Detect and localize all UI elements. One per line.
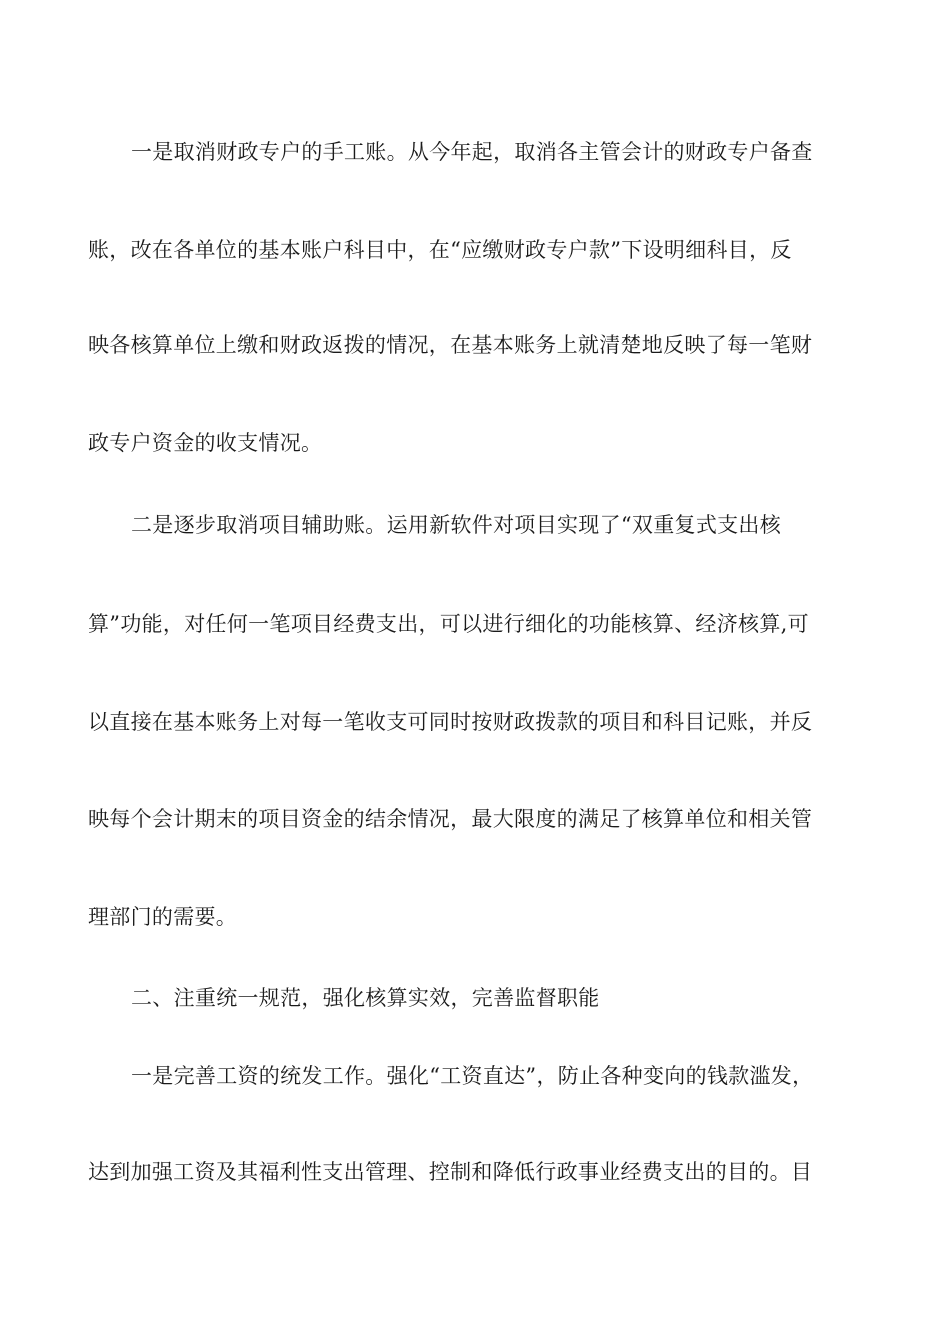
paragraph-3-line-2: 达到加强工资及其福利性支出管理、控制和降低行政事业经费支出的目的。目: [88, 1160, 813, 1184]
paragraph-1-line-4: 政专户资金的收支情况。: [88, 431, 323, 455]
paragraph-2-line-3: 以直接在基本账务上对每一笔收支可同时按财政拨款的项目和科目记账，并反: [88, 710, 813, 734]
paragraph-1-line-2: 账，改在各单位的基本账户科目中，在“应缴财政专户款”下设明细科目，反: [88, 238, 792, 262]
paragraph-2-line-1: 二是逐步取消项目辅助账。运用新软件对项目实现了“双重复式支出核: [131, 513, 782, 537]
section-heading: 二、注重统一规范，强化核算实效，完善监督职能: [131, 986, 600, 1010]
paragraph-2-line-4: 映每个会计期末的项目资金的结余情况，最大限度的满足了核算单位和相关管: [88, 807, 813, 831]
paragraph-2-line-5: 理部门的需要。: [88, 905, 238, 929]
paragraph-3-line-1: 一是完善工资的统发工作。强化“工资直达”，防止各种变向的钱款滥发，: [131, 1064, 814, 1088]
paragraph-1-line-1: 一是取消财政专户的手工账。从今年起，取消各主管会计的财政专户备查: [131, 140, 813, 164]
paragraph-1-line-3: 映各核算单位上缴和财政返拨的情况，在基本账务上就清楚地反映了每一笔财: [88, 333, 813, 357]
paragraph-2-line-2: 算”功能，对任何一笔项目经费支出，可以进行细化的功能核算、经济核算,可: [88, 612, 809, 636]
